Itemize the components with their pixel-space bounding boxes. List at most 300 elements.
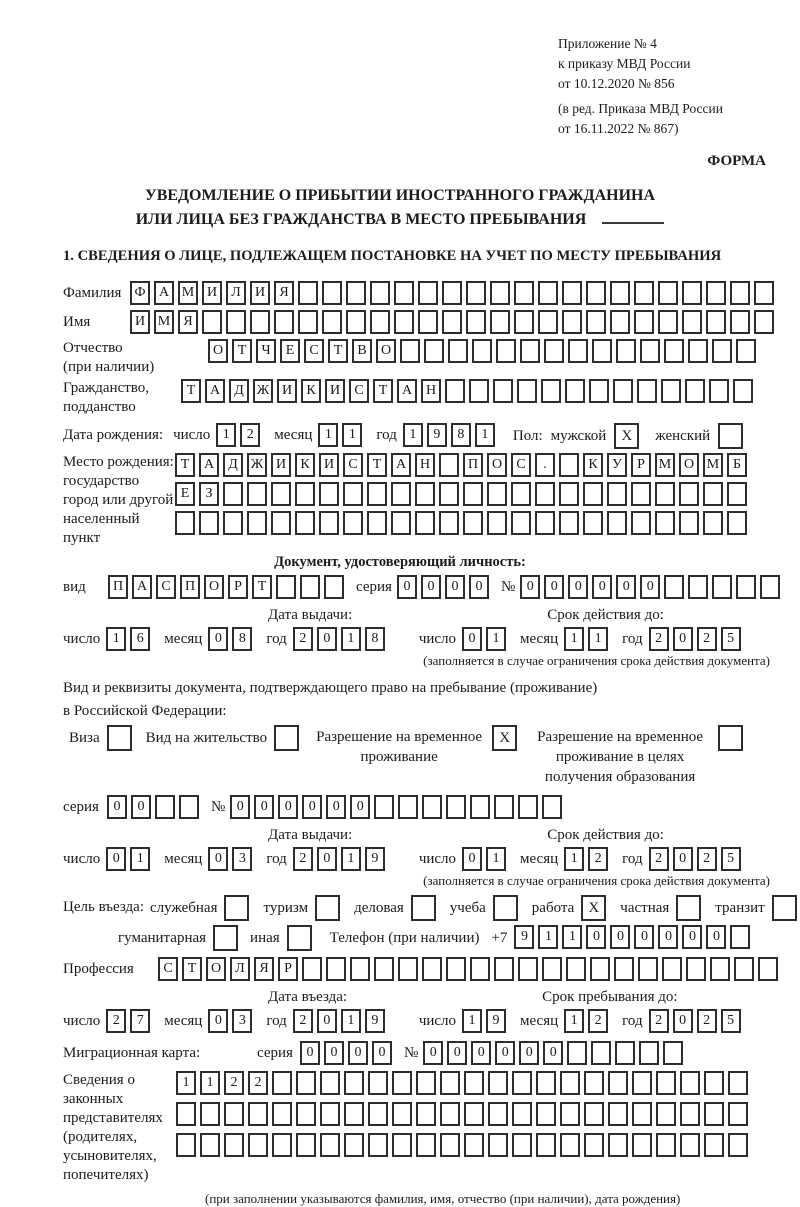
patronymic-label-line1: Отчество: [63, 340, 123, 356]
form-cell: 2: [293, 1009, 313, 1033]
form-cell: [718, 725, 743, 751]
day-label: число: [63, 851, 101, 867]
citizenship-row: [63, 379, 800, 417]
form-cell: И: [250, 281, 270, 305]
form-cell: Т: [252, 575, 272, 599]
form-cell: [488, 1102, 508, 1126]
form-cell: [704, 1071, 724, 1095]
form-cell: [326, 957, 346, 981]
surname-row: [63, 281, 800, 305]
form-cell: 1: [462, 1009, 482, 1033]
purpose-study-label: учеба: [449, 900, 486, 916]
form-cell: М: [655, 453, 675, 477]
form-cell: [591, 1041, 611, 1065]
purpose-tourism-label: туризм: [263, 900, 309, 916]
purpose-private-checkbox: [676, 895, 701, 921]
title-line2: ИЛИ ЛИЦА БЕЗ ГРАЖДАНСТВА В МЕСТО ПРЕБЫВАНИЯ: [135, 211, 587, 228]
form-cell: [394, 281, 414, 305]
form-cell: 1: [341, 1009, 361, 1033]
form-cell: Я: [254, 957, 274, 981]
form-cell: [560, 1071, 580, 1095]
form-cell: 0: [300, 1041, 320, 1065]
form-cell: 0: [568, 575, 588, 599]
form-cell: 3: [232, 1009, 252, 1033]
form-cell: 9: [365, 847, 385, 871]
purpose-tourism-checkbox: [315, 895, 340, 921]
form-cell: [661, 379, 681, 403]
form-cell: [176, 1133, 196, 1157]
birth-place-cells-row2: [175, 482, 751, 506]
form-cell: [472, 339, 492, 363]
form-cell: 1: [318, 423, 338, 447]
form-cell: 0: [673, 847, 693, 871]
purpose-label: Цель въезда:: [63, 899, 144, 915]
form-cell: [440, 1133, 460, 1157]
profession-row: [63, 957, 800, 981]
form-cell: 0: [350, 795, 370, 819]
form-cell: [656, 1071, 676, 1095]
form-cell: [315, 895, 340, 921]
form-cell: [324, 575, 344, 599]
purpose-transit-checkbox: [772, 895, 797, 921]
form-cell: 6: [130, 627, 150, 651]
form-cell: 1: [475, 423, 495, 447]
form-cell: [511, 511, 531, 535]
form-cell: [248, 1102, 268, 1126]
form-cell: 1: [564, 1009, 584, 1033]
form-cell: [754, 310, 774, 334]
form-cell: [511, 482, 531, 506]
form-cell: [565, 379, 585, 403]
form-cell: 0: [423, 1041, 443, 1065]
form-cell: 2: [293, 847, 313, 871]
form-cell: [202, 310, 222, 334]
form-cell: И: [130, 310, 150, 334]
birth-year-cells: [403, 423, 499, 447]
form-cell: С: [158, 957, 178, 981]
stay-doc-number-cells: [230, 795, 566, 819]
form-cell: [368, 1071, 388, 1095]
year-label: год: [266, 631, 287, 647]
birth-place-label-line: государство: [63, 473, 140, 489]
form-cell: А: [205, 379, 225, 403]
form-cell: 0: [317, 627, 337, 651]
form-cell: [718, 423, 743, 449]
stay-doc-intro-line1: Вид и реквизиты документа, подтверждающего право на пребывание (проживание): [63, 680, 598, 696]
form-cell: Т: [367, 453, 387, 477]
form-cell: [632, 1071, 652, 1095]
form-cell: [536, 1102, 556, 1126]
migration-series-cells: [300, 1041, 396, 1065]
form-cell: 0: [682, 925, 702, 949]
series-label: серия: [257, 1045, 293, 1061]
purpose-other-checkbox: [287, 925, 312, 951]
entry-month: [208, 1009, 256, 1033]
form-cell: [538, 310, 558, 334]
form-cell: [298, 281, 318, 305]
form-cell: [682, 281, 702, 305]
stay-valid-year: [649, 847, 745, 871]
representatives-label-line: (родителях,: [63, 1129, 138, 1145]
form-cell: [728, 1071, 748, 1095]
form-cell: Р: [228, 575, 248, 599]
form-cell: [470, 957, 490, 981]
form-cell: [322, 310, 342, 334]
form-cell: А: [397, 379, 417, 403]
form-cell: К: [295, 453, 315, 477]
form-cell: Р: [278, 957, 298, 981]
year-label: год: [376, 427, 397, 443]
form-cell: [392, 1102, 412, 1126]
form-cell: 8: [365, 627, 385, 651]
form-cell: [542, 795, 562, 819]
purpose-other-label: иная: [250, 930, 280, 946]
form-cell: [224, 1102, 244, 1126]
form-cell: [590, 957, 610, 981]
form-cell: [295, 482, 315, 506]
representatives-footnote: (при заполнении указываются фамилия, имя, отчество (при наличии), дата рождения): [205, 1191, 681, 1206]
form-cell: [535, 511, 555, 535]
form-cell: [439, 511, 459, 535]
form-cell: С: [304, 339, 324, 363]
form-cell: [276, 575, 296, 599]
identity-doc-dates-row: [63, 627, 800, 651]
form-cell: И: [325, 379, 345, 403]
form-cell: [493, 895, 518, 921]
form-cell: 0: [462, 847, 482, 871]
option-temp-residence-checkbox: [492, 725, 517, 751]
form-cell: [415, 511, 435, 535]
form-cell: [391, 511, 411, 535]
birth-place-cells-row3: [175, 511, 751, 535]
ref-line: от 16.11.2022 № 867): [558, 121, 679, 136]
form-cell: 0: [610, 925, 630, 949]
doc-number-cells: [520, 575, 784, 599]
form-cell: [494, 795, 514, 819]
form-cell: [319, 511, 339, 535]
patronymic-label-line2: (при наличии): [63, 359, 155, 375]
surname-label: Фамилия: [63, 285, 122, 301]
form-cell: 1: [564, 847, 584, 871]
form-cell: [464, 1102, 484, 1126]
form-cell: 0: [348, 1041, 368, 1065]
series-label: серия: [63, 799, 99, 815]
identity-doc-dates-head: [63, 607, 800, 624]
form-cell: Ф: [130, 281, 150, 305]
purpose-row2: [118, 925, 800, 951]
form-cell: 2: [106, 1009, 126, 1033]
form-cell: Е: [280, 339, 300, 363]
form-cell: [424, 339, 444, 363]
form-cell: [446, 957, 466, 981]
form-cell: [368, 1133, 388, 1157]
form-cell: О: [376, 339, 396, 363]
form-cell: 9: [427, 423, 447, 447]
form-cell: [686, 957, 706, 981]
valid-until-heading: Срок действия до:: [547, 827, 664, 843]
form-cell: У: [607, 453, 627, 477]
form-cell: Д: [223, 453, 243, 477]
month-label: месяц: [164, 631, 203, 647]
form-cell: [680, 1133, 700, 1157]
form-cell: [514, 310, 534, 334]
form-cell: А: [132, 575, 152, 599]
form-cell: [610, 310, 630, 334]
valid-until-heading: Срок действия до:: [547, 607, 664, 623]
stay-valid-month: [564, 847, 612, 871]
form-cell: [487, 511, 507, 535]
form-cell: [608, 1133, 628, 1157]
form-cell: 2: [697, 627, 717, 651]
form-cell: [320, 1071, 340, 1095]
form-cell: Т: [328, 339, 348, 363]
form-cell: [344, 1071, 364, 1095]
form-cell: [562, 310, 582, 334]
form-cell: [490, 310, 510, 334]
form-cell: И: [277, 379, 297, 403]
form-cell: [416, 1133, 436, 1157]
form-cell: 0: [445, 575, 465, 599]
option-temp-residence-education-checkbox: [718, 725, 743, 751]
form-cell: 0: [706, 925, 726, 949]
option-temp-residence-label: Разрешение на временное проживание: [316, 729, 483, 765]
form-cell: 7: [130, 1009, 150, 1033]
form-cell: [446, 795, 466, 819]
day-label: число: [173, 427, 211, 443]
form-cell: [226, 310, 246, 334]
sex-female-checkbox: [718, 423, 743, 449]
form-cell: [616, 339, 636, 363]
form-cell: [274, 310, 294, 334]
month-label: месяц: [520, 631, 559, 647]
form-cell: [107, 725, 132, 751]
form-cell: [343, 511, 363, 535]
form-cell: 1: [588, 627, 608, 651]
form-cell: 1: [486, 627, 506, 651]
form-cell: 0: [544, 575, 564, 599]
option-temp-residence-education: [529, 725, 743, 787]
form-cell: [567, 1041, 587, 1065]
identity-issue-month: [208, 627, 256, 651]
form-cell: 0: [462, 627, 482, 651]
form-cell: [730, 925, 750, 949]
form-cell: 0: [230, 795, 250, 819]
form-cell: [490, 281, 510, 305]
profession-label: Профессия: [63, 961, 134, 977]
migration-card-row: [63, 1041, 800, 1065]
form-cell: С: [343, 453, 363, 477]
form-cell: 2: [649, 847, 669, 871]
form-cell: [374, 957, 394, 981]
form-cell: [418, 310, 438, 334]
form-cell: 2: [240, 423, 260, 447]
form-cell: [213, 925, 238, 951]
form-cell: [391, 482, 411, 506]
form-cell: 0: [592, 575, 612, 599]
form-cell: 5: [721, 847, 741, 871]
form-cell: 1: [176, 1071, 196, 1095]
form-cell: [300, 575, 320, 599]
form-cell: [494, 957, 514, 981]
form-cell: [664, 339, 684, 363]
form-cell: [688, 575, 708, 599]
form-cell: [607, 511, 627, 535]
form-cell: [274, 725, 299, 751]
form-cell: [439, 453, 459, 477]
form-cell: С: [349, 379, 369, 403]
title-line2-wrap: [0, 208, 800, 232]
sex-group: [513, 423, 751, 449]
representatives-label-line: усыновителях,: [63, 1148, 157, 1164]
form-cell: 3: [232, 847, 252, 871]
form-cell: [200, 1102, 220, 1126]
birth-place-cells: [175, 453, 751, 540]
day-label: число: [418, 1013, 457, 1029]
form-cell: [518, 957, 538, 981]
citizenship-label: [63, 379, 181, 417]
form-cell: [664, 575, 684, 599]
form-cell: Н: [421, 379, 441, 403]
form-cell: [322, 281, 342, 305]
form-cell: [463, 511, 483, 535]
form-cell: [656, 1102, 676, 1126]
form-cell: [734, 957, 754, 981]
form-cell: [394, 310, 414, 334]
identity-doc-footnote: (заполняется в случае ограничения срока действия документа): [423, 653, 770, 668]
birth-place-label-line: город или другой: [63, 492, 174, 508]
stay-doc-series-cells: [107, 795, 203, 819]
series-label: серия: [356, 579, 392, 595]
form-cell: 9: [486, 1009, 506, 1033]
form-cell: [469, 379, 489, 403]
form-cell: [487, 482, 507, 506]
form-cell: [679, 482, 699, 506]
representatives-cells-row2: [176, 1102, 752, 1126]
issue-date-heading: Дата выдачи:: [268, 827, 353, 843]
form-cell: [392, 1071, 412, 1095]
form-cell: [512, 1071, 532, 1095]
form-cell: 0: [254, 795, 274, 819]
form-cell: 0: [447, 1041, 467, 1065]
form-cell: [416, 1102, 436, 1126]
form-cell: [632, 1102, 652, 1126]
identity-valid-group: [419, 627, 745, 651]
year-label: год: [266, 1013, 287, 1029]
form-cell: [706, 281, 726, 305]
form-cell: 0: [317, 847, 337, 871]
form-cell: [610, 281, 630, 305]
form-cell: [676, 895, 701, 921]
form-cell: [488, 1071, 508, 1095]
form-cell: Я: [274, 281, 294, 305]
option-temp-residence-education-label: Разрешение на временное проживание в целях получения образования: [537, 729, 704, 785]
form-cell: 1: [403, 423, 423, 447]
form-cell: [655, 511, 675, 535]
stay-until-heading: Срок пребывания до:: [542, 989, 678, 1005]
form-cell: [422, 957, 442, 981]
year-label: год: [622, 851, 643, 867]
identity-doc-row: [63, 575, 800, 599]
form-cell: [679, 511, 699, 535]
form-cell: [512, 1102, 532, 1126]
form-cell: С: [156, 575, 176, 599]
form-cell: [733, 379, 753, 403]
sex-label: Пол:: [512, 427, 543, 444]
form-cell: 0: [106, 847, 126, 871]
form-cell: 1: [216, 423, 236, 447]
form-cell: [374, 795, 394, 819]
form-cell: [608, 1071, 628, 1095]
form-cell: [302, 957, 322, 981]
form-cell: 0: [634, 925, 654, 949]
form-cell: [520, 339, 540, 363]
issue-date-heading: Дата выдачи:: [268, 607, 353, 623]
form-cell: [247, 482, 267, 506]
day-label: число: [63, 1013, 101, 1029]
purpose-humanitarian-checkbox: [213, 925, 238, 951]
form-cell: [422, 795, 442, 819]
form-cell: [271, 511, 291, 535]
stay-until-day: [462, 1009, 510, 1033]
patronymic-cells: [208, 339, 760, 363]
form-cell: А: [199, 453, 219, 477]
form-cell: 1: [200, 1071, 220, 1095]
form-cell: [568, 339, 588, 363]
form-cell: Т: [182, 957, 202, 981]
form-cell: [223, 482, 243, 506]
form-cell: [562, 281, 582, 305]
form-cell: [518, 795, 538, 819]
stay-doc-dates-row: [63, 847, 800, 871]
firstname-row: [63, 310, 800, 334]
purpose-business-checkbox: [411, 895, 436, 921]
form-cell: [319, 482, 339, 506]
form-cell: [583, 511, 603, 535]
representatives-cells-row1: [176, 1071, 752, 1095]
form-cell: Ж: [247, 453, 267, 477]
purpose-official-checkbox: [224, 895, 249, 921]
form-cell: [772, 895, 797, 921]
form-cell: 2: [649, 1009, 669, 1033]
form-cell: 9: [365, 1009, 385, 1033]
form-cell: 0: [640, 575, 660, 599]
form-cell: Л: [230, 957, 250, 981]
representatives-label-line: представителях: [63, 1110, 163, 1126]
year-label: год: [266, 851, 287, 867]
stay-doc-dates-head: [63, 827, 800, 844]
doc-kind-label: вид: [63, 579, 86, 595]
form-cell: [346, 281, 366, 305]
form-cell: [584, 1102, 604, 1126]
stay-valid-group: [419, 847, 745, 871]
patronymic-label: [63, 339, 208, 377]
form-cell: [727, 511, 747, 535]
form-cell: [463, 482, 483, 506]
form-cell: Т: [175, 453, 195, 477]
stay-issue-month: [208, 847, 256, 871]
entry-date-heading: Дата въезда:: [268, 989, 348, 1005]
form-cell: 1: [341, 847, 361, 871]
form-cell: 0: [372, 1041, 392, 1065]
form-cell: X: [492, 725, 517, 751]
form-cell: 1: [486, 847, 506, 871]
form-cell: [760, 575, 780, 599]
form-cell: [754, 281, 774, 305]
form-cell: 8: [232, 627, 252, 651]
form-cell: Т: [232, 339, 252, 363]
form-cell: [272, 1102, 292, 1126]
form-cell: 0: [317, 1009, 337, 1033]
